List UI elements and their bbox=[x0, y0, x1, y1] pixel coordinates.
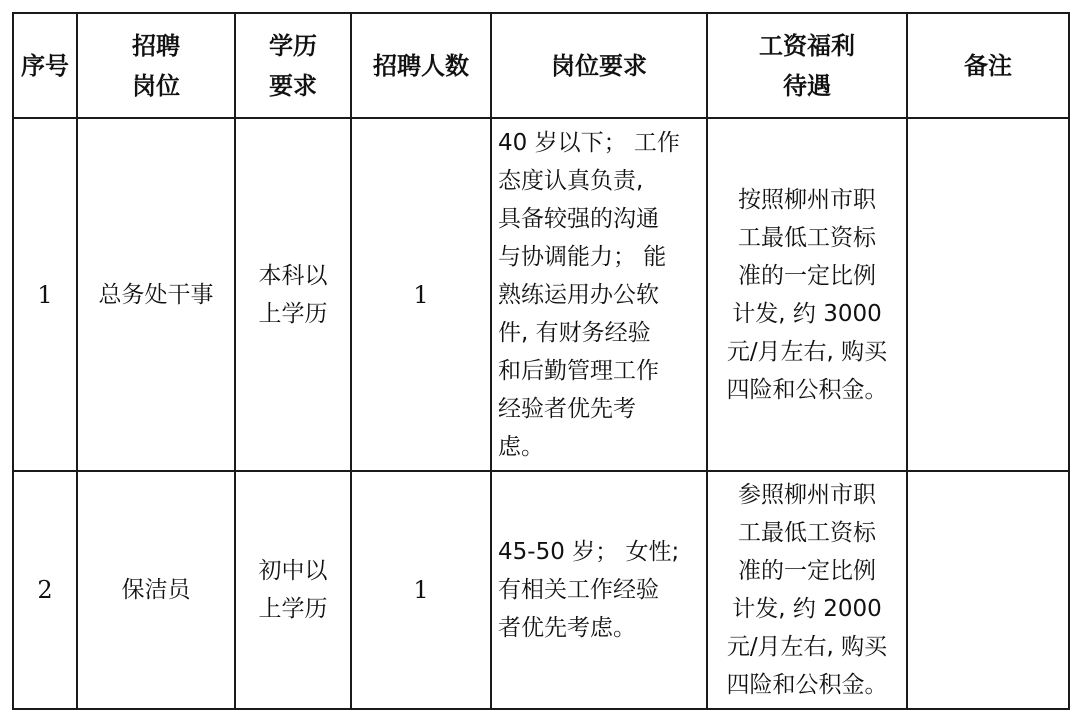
cell-education: 本科以 上学历 bbox=[235, 118, 351, 471]
cell-education: 初中以 上学历 bbox=[235, 471, 351, 709]
cell-requirements: 45-50 岁； 女性; 有相关工作经验 者优先考虑。 bbox=[491, 471, 707, 709]
cell-count: 1 bbox=[351, 118, 491, 471]
cell-notes bbox=[907, 118, 1069, 471]
cell-position: 保洁员 bbox=[77, 471, 235, 709]
recruitment-table bbox=[12, 12, 1070, 710]
header-education: 学历 要求 bbox=[235, 13, 351, 118]
cell-count: 1 bbox=[351, 471, 491, 709]
cell-notes bbox=[907, 471, 1069, 709]
cell-salary: 按照柳州市职 工最低工资标 准的一定比例 计发, 约 3000 元/月左右, 购买 四险和公积金。 bbox=[707, 118, 907, 471]
cell-position: 总务处干事 bbox=[77, 118, 235, 471]
header-salary: 工资福利 待遇 bbox=[707, 13, 907, 118]
header-notes: 备注 bbox=[907, 13, 1069, 118]
table-row bbox=[13, 118, 1069, 471]
cell-requirements: 40 岁以下； 工作 态度认真负责, 具备较强的沟通 与协调能力； 能 熟练运用办公软 件, 有财务经验 和后勤管理工作 经验者优先考 虑。 bbox=[491, 118, 707, 471]
table-row bbox=[13, 471, 1069, 709]
header-index: 序号 bbox=[13, 13, 77, 118]
header-requirements: 岗位要求 bbox=[491, 13, 707, 118]
cell-index: 2 bbox=[13, 471, 77, 709]
header-count: 招聘人数 bbox=[351, 13, 491, 118]
header-position: 招聘 岗位 bbox=[77, 13, 235, 118]
table-header-row bbox=[13, 13, 1069, 118]
cell-salary: 参照柳州市职 工最低工资标 准的一定比例 计发, 约 2000 元/月左右, 购买 四险和公积金。 bbox=[707, 471, 907, 709]
cell-index: 1 bbox=[13, 118, 77, 471]
